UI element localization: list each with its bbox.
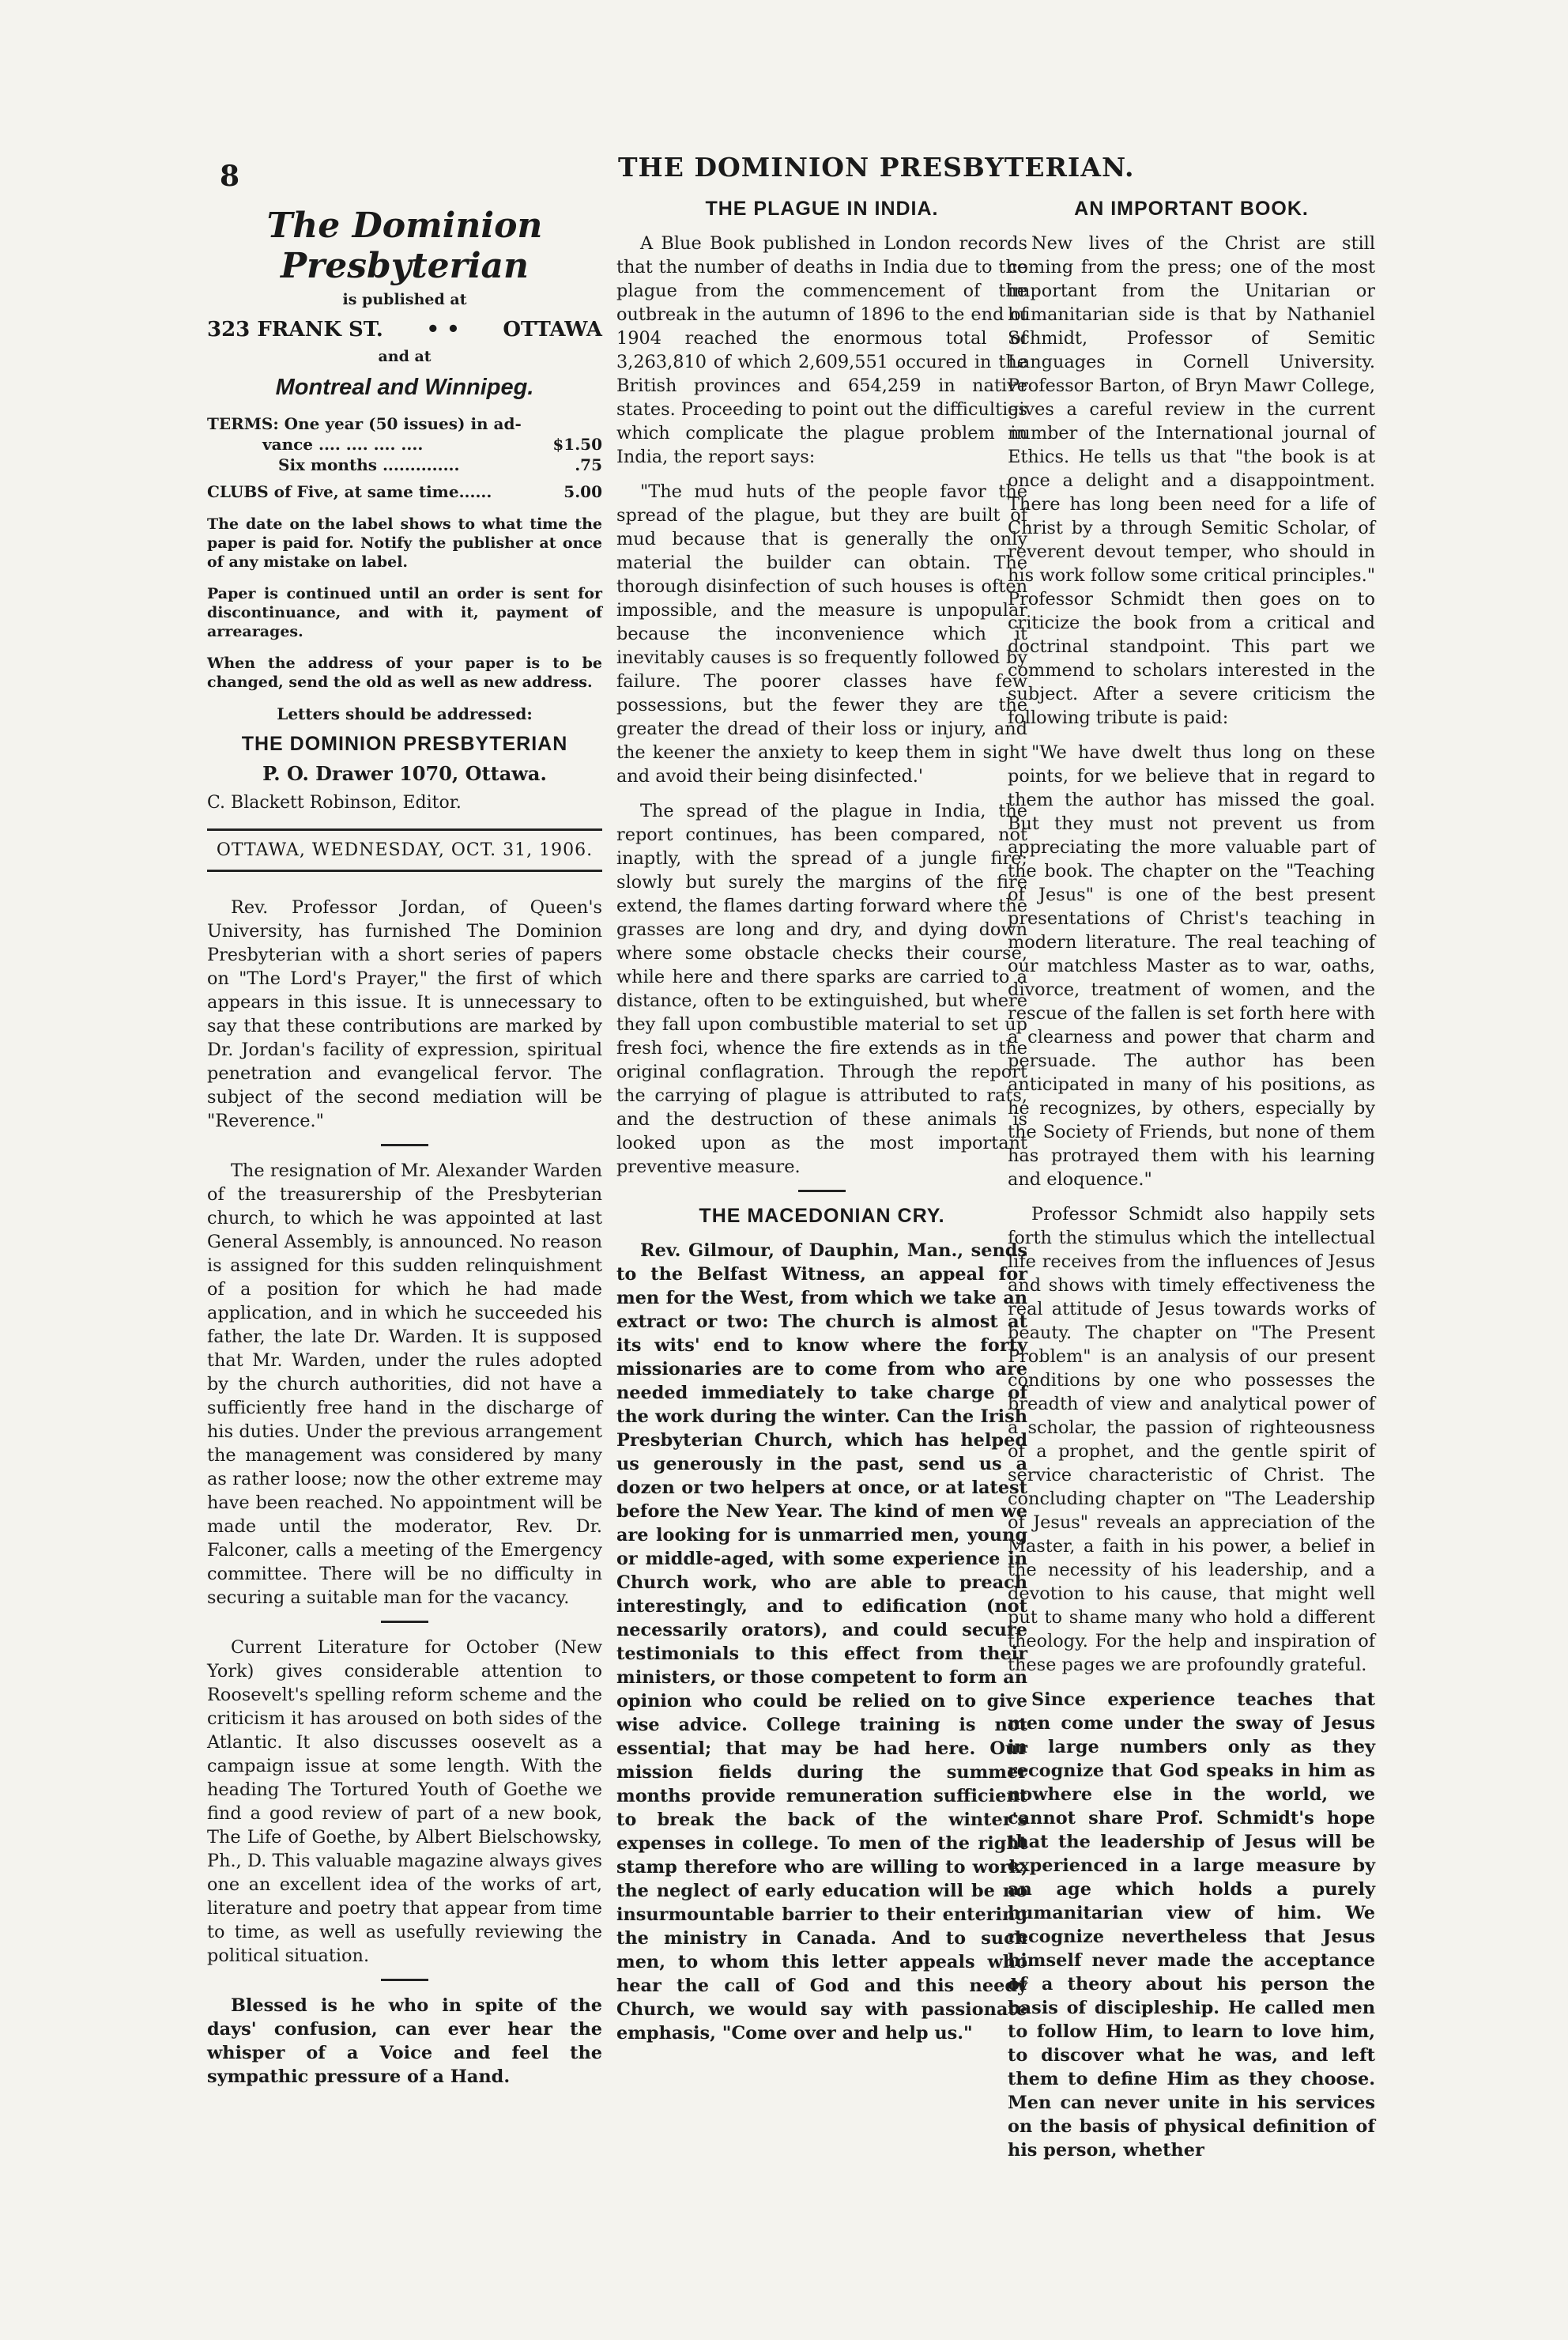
masthead-title: The Dominion Presbyterian [266,206,543,286]
and-at: and at [378,348,432,365]
terms-price: $1.50 [552,435,602,454]
col3-paragraph-1: New lives of the Christ are still coming from the press; one of the most important from the Unitarian or humanitarian side is that by Nathaniel Schmidt, Professor of Semitic Languages in Cornell University. Professor Barton, of Bryn Mawr College, gives a careful review in the current number of the International journal of Ethics. He tells us that "the book is at once a delight and a disappointment. There has long been need for a life of Christ by a through Semitic Scholar, of reverent devout temper, who should in his work follow some critical principles." Professor Schmidt then goes on to criticize the book from a critical and doctrinal standpoint. This part we commend to scholars interested in the subject. After a severe criticism the following tribute is paid: [1008,233,1375,728]
column-masthead [207,198,602,2100]
separator [381,1144,428,1146]
column-plague [616,198,1027,2056]
address-line [207,318,602,342]
address-city: OTTAWA [503,318,602,342]
address-street: 323 FRANK ST. [207,318,383,342]
dateline: OTTAWA, WEDNESDAY, OCT. 31, 1906. [207,828,602,872]
col2-paragraph-3: The spread of the plague in India, the report continues, has been compared, not inaptly, with the spread of a jungle fire; slowly but surely the margins of the fire extend, the flames darting forward where the grasses are long and dry, and dying down where some obstacle checks their course, while here and there sparks are carried to a distance, often to be extinguished, but where they fall upon combustible material to set up fresh foci, whence the fire extends as in the original conflagration. Through the report the carrying of plague is attributed to rats, and the destruction of these animals is looked upon as the most important preventive measure. [616,801,1027,1177]
separator [381,1979,428,1981]
po-drawer: P. O. Drawer 1070, Ottawa. [262,762,547,785]
heading-macedonian: THE MACEDONIAN CRY. [699,1205,945,1227]
editor: C. Blackett Robinson, Editor. [207,793,462,813]
col2-paragraph-2: "The mud huts of the people favor the spread of the plague, but they are built of mud because that is generally the only material the builder can obtain. The thorough disinfection of such houses is often impossible, and the measure is unpopular because the inconvenience which it inevitably causes is so frequently followed by failure. The poorer classes have few possessions, but the fewer they are the greater the dread of their loss or injury, and the keener the anxiety to keep them in sight and avoid their being disinfected.' [616,481,1027,787]
col3-paragraph-4: Since experience teaches that men come under the sway of Jesus in large numbers only as they recognize that God speaks in him as nowhere else in the world, we cannot share Prof. Schmidt's hope that the leadership of Jesus will be experienced in a large measure by an age which holds a purely humanitarian view of him. We recognize nevertheless that Jesus himself never made the acceptance of a theory about his person the basis of discipleship. He called men to follow Him, to learn to love him, to discover what he was, and left them to define Him as they choose. Men can never unite in his services on the basis of physical definition of his person, whether [1008,1689,1375,2161]
letters-addressed: Letters should be addressed: [277,704,533,723]
notice-continued: Paper is continued until an order is sent for discontinuance, and with it, payment of arrearages. [207,585,602,640]
col3-paragraph-3: Professor Schmidt also happily sets forth the stimulus which the intellectual life receives from the influences of Jesus and shows with timely effectiveness the real attitude of Jesus towards works of beauty. The chapter on "The Present Problem" is an analysis of our present conditions by one who possesses the breadth of view and analytical power of a scholar, the passion of righteousness of a prophet, and the gentle spirit of service characteristic of Christ. The concluding chapter on "The Leadership of Jesus" reveals an appreciation of the Master, a faith in his power, a belief in the necessity of his leadership, and a devotion to his cause, that might well put to shame many who hold a different theology. For the help and inspiration of these pages we are profoundly grateful. [1008,1204,1375,1675]
heading-plague: THE PLAGUE IN INDIA. [705,198,939,220]
col1-paragraph-blessed: Blessed is he who in spite of the days' confusion, can ever hear the whisper of a Voice and feel the sympathic pressure of a Hand. [207,1995,602,2087]
terms-row [207,434,602,455]
separator [798,1190,846,1192]
running-head: THE DOMINION PRESBYTERIAN. [618,152,1135,183]
six-months-row [207,455,602,475]
publication-name: THE DOMINION PRESBYTERIAN [241,733,568,755]
cities: Montreal and Winnipeg. [275,375,534,400]
col2-paragraph-4: Rev. Gilmour, of Dauphin, Man., sends to the Belfast Witness, an appeal for men for the West, from which we take an extract or two: The church is almost at its wits' end to know where the forty missionaries are to come from who are needed immediately to take charge of the work during the winter. Can the Irish Presbyterian Church, which has helped us generously in the past, send us a dozen or two helpers at once, or at latest before the New Year. The kind of men we are looking for is unmarried men, young or middle-aged, with some experience in Church work, who are able to preach interestingly, and to edification (not necessarily orators), and could secure testimonials to this effect from their ministers, or those competent to form an opinion who could be relied on to give wise advice. College training is not essential; that may be had here. Our mission fields during the summer months provide remuneration sufficient to break the back of the winter's expenses in college. To men of the right stamp therefore who are willing to work, the neglect of early education will be no insurmountable barrier to their entering the ministry in Canada. And to such men, to whom this letter appeals who hear the call of God and this needy Church, we would say with passionate emphasis, "Come over and help us." [616,1240,1027,2044]
separator [381,1621,428,1623]
six-months-price: .75 [575,455,602,474]
address-dots: • • [426,318,460,342]
terms-line2: vance .... .... .... .... [262,435,424,454]
notice-label-date: The date on the label shows to what time the paper is paid for. Notify the publisher at once of any mistake on label. [207,515,602,571]
six-months: Six months .............. [278,455,460,474]
page-number: 8 [220,160,240,193]
col1-paragraph-current-literature: Current Literature for October (New York) gives considerable attention to Roosevelt's spelling reform scheme and the criticism it has aroused on both sides of the Atlantic. It also discusses oosevelt as a campaign issue at some length. With the heading The Tortured Youth of Goethe we find a good review of part of a new book, The Life of Goethe, by Albert Bielschowsky, Ph., D. This valuable magazine always gives one an excellent idea of the works of art, literature and poetry that appear from time to time, as well as usefully reviewing the political situation. [207,1637,602,1966]
published-at: is published at [342,291,467,308]
col1-paragraph-warden: The resignation of Mr. Alexander Warden of the treasurership of the Presbyterian church, to which he was appointed at last General Assembly, is announced. No reason is assigned for this sudden relinquishment of a position for which he had made application, and in which he succeeded his father, the late Dr. Warden. It is supposed that Mr. Warden, under the rules adopted by the church authorities, did not have a sufficiently free hand in the discharge of his duties. Under the previous arrangement the management was considered by many as rather loose; now the other extreme may have been reached. No appointment will be made until the moderator, Rev. Dr. Falconer, calls a meeting of the Emergency committee. There will be no difficulty in securing a suitable man for the vacancy. [207,1161,602,1608]
clubs-row [207,481,602,502]
column-book [1008,198,1375,2173]
notice-address: When the address of your paper is to be changed, send the old as well as new address. [207,655,602,691]
clubs-price: 5.00 [564,482,602,501]
heading-book: AN IMPORTANT BOOK. [1074,198,1309,220]
col2-paragraph-1: A Blue Book published in London records that the number of deaths in India due to the plague from the commencement of the outbreak in the autumn of 1896 to the end of 1904 reached the enormous total of 3,263,810 of which 2,609,551 occured in the British provinces and 654,259 in native states. Proceeding to point out the difficulties which complicate the plague problem in India, the report says: [616,233,1027,467]
col1-paragraph-jordan: Rev. Professor Jordan, of Queen's University, has furnished The Dominion Presbyterian with a short series of papers on "The Lord's Prayer," the first of which appears in this issue. It is unnecessary to say that these contributions are marked by Dr. Jordan's facility of expression, spiritual penetration and evangelical fervor. The subject of the second mediation will be "Reverence." [207,897,602,1131]
terms-label: TERMS: One year (50 issues) in ad- [207,414,522,433]
col3-paragraph-2: "We have dwelt thus long on these points, for we believe that in regard to them the author has missed the goal. But they must not prevent us from appreciating the more valuable part of the book. The chapter on the "Teaching of Jesus" is one of the best present presentations of Christ's teaching in modern literature. The real teaching of our matchless Master as to war, oaths, divorce, treatment of women, and the rescue of the fallen is set forth here with a clearness and power that charm and persuade. The author has been anticipated in many of his positions, as he recognizes, by others, especially by the Society of Friends, but none of them has protrayed them with his learning and eloquence." [1008,742,1375,1190]
clubs: CLUBS of Five, at same time...... [207,482,492,501]
